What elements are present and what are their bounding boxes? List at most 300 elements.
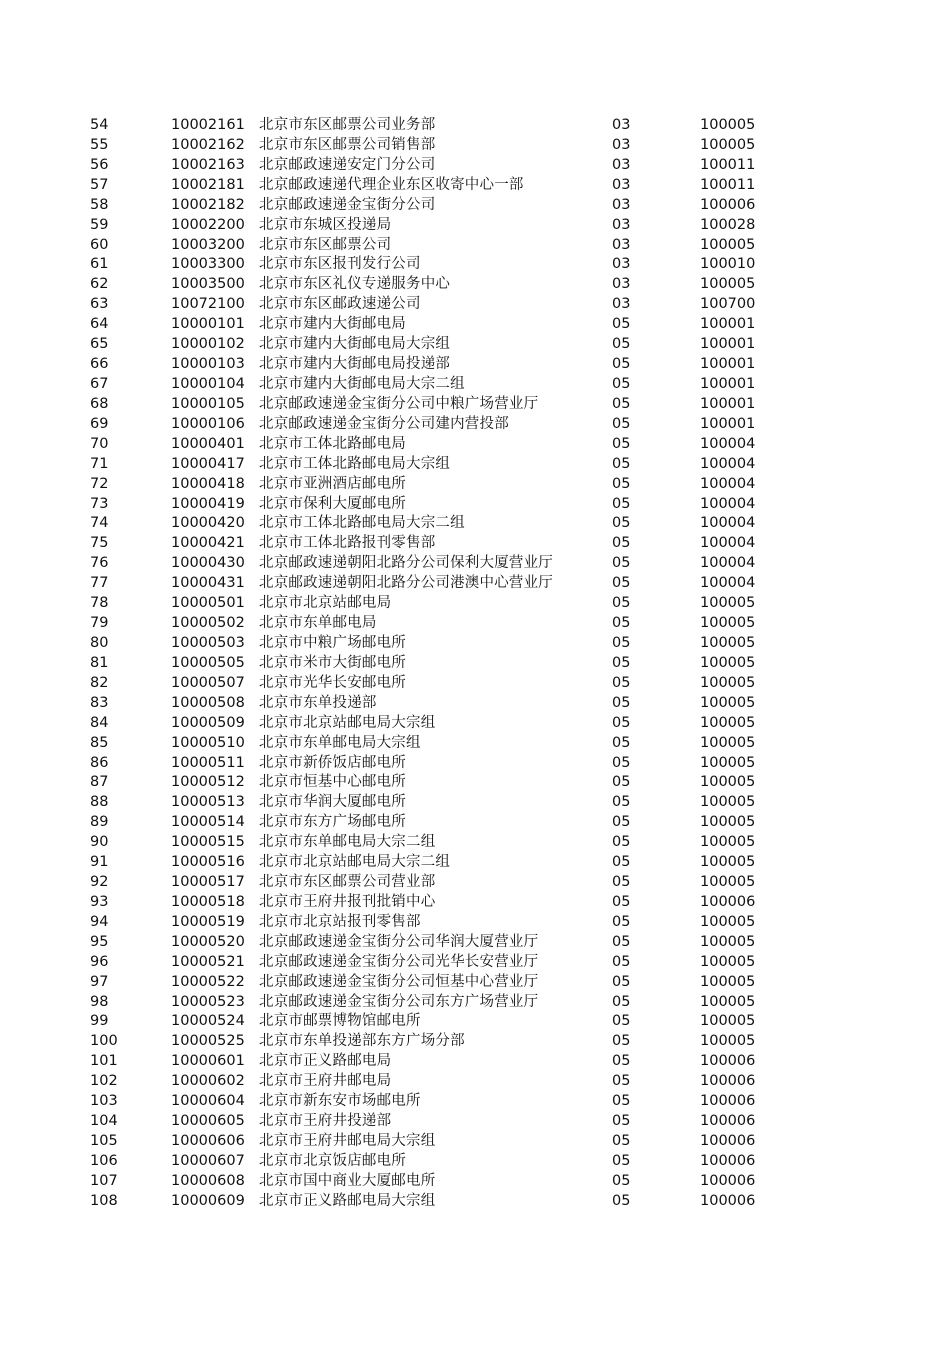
cell-code: 10000508 (171, 694, 245, 711)
table-row (0, 614, 950, 634)
cell-zip: 100005 (700, 236, 756, 253)
cell-zip: 100005 (700, 595, 756, 612)
cell-area: 05 (612, 615, 631, 632)
cell-zip: 100006 (700, 1113, 756, 1130)
data-table (0, 116, 950, 1212)
table-row (0, 953, 950, 973)
cell-idx: 54 (90, 117, 109, 133)
cell-code: 10000401 (171, 435, 245, 452)
table-row (0, 514, 950, 534)
cell-idx: 74 (90, 515, 109, 532)
cell-zip: 100005 (700, 953, 756, 970)
cell-code: 10002162 (171, 136, 245, 153)
cell-area: 05 (612, 1053, 631, 1070)
cell-zip: 100006 (700, 1172, 756, 1189)
cell-zip: 100005 (700, 973, 756, 990)
cell-idx: 71 (90, 455, 109, 472)
cell-area: 05 (612, 475, 631, 492)
table-row (0, 813, 950, 833)
cell-area: 03 (612, 196, 631, 213)
cell-zip: 100006 (700, 196, 756, 213)
cell-name: 北京市东区礼仪专递服务中心 (259, 276, 451, 293)
cell-area: 05 (612, 814, 631, 831)
cell-code: 10000606 (171, 1133, 245, 1150)
cell-code: 10000105 (171, 395, 245, 412)
cell-idx: 94 (90, 913, 109, 930)
cell-idx: 96 (90, 953, 109, 970)
cell-area: 05 (612, 774, 631, 791)
table-row (0, 1132, 950, 1152)
table-row (0, 475, 950, 495)
cell-area: 05 (612, 953, 631, 970)
cell-area: 05 (612, 455, 631, 472)
cell-area: 05 (612, 1172, 631, 1189)
cell-area: 05 (612, 1133, 631, 1150)
cell-idx: 72 (90, 475, 109, 492)
cell-idx: 55 (90, 136, 109, 153)
cell-area: 05 (612, 754, 631, 771)
cell-idx: 73 (90, 495, 109, 512)
cell-idx: 105 (90, 1133, 118, 1150)
cell-name: 北京邮政速递金宝街分公司 (259, 196, 436, 213)
cell-code: 10000102 (171, 336, 245, 353)
cell-area: 05 (612, 415, 631, 432)
cell-name: 北京市工体北路邮电局大宗二组 (259, 515, 465, 532)
cell-code: 10000106 (171, 415, 245, 432)
table-row (0, 136, 950, 156)
table-row (0, 754, 950, 774)
table-row (0, 634, 950, 654)
cell-name: 北京市正义路邮电局大宗组 (259, 1192, 436, 1209)
cell-name: 北京市东区邮政速递公司 (259, 296, 421, 313)
cell-idx: 88 (90, 794, 109, 811)
cell-name: 北京市王府井报刊批销中心 (259, 893, 436, 910)
table-row (0, 773, 950, 793)
cell-area: 05 (612, 1013, 631, 1030)
cell-area: 05 (612, 913, 631, 930)
cell-area: 03 (612, 216, 631, 233)
cell-zip: 100004 (700, 435, 756, 452)
cell-area: 03 (612, 117, 631, 133)
cell-name: 北京市王府井投递部 (259, 1113, 392, 1130)
cell-area: 03 (612, 296, 631, 313)
cell-name: 北京市建内大街邮电局大宗二组 (259, 375, 465, 392)
cell-area: 05 (612, 1093, 631, 1110)
cell-idx: 89 (90, 814, 109, 831)
cell-zip: 100001 (700, 395, 756, 412)
table-row (0, 833, 950, 853)
cell-code: 10000524 (171, 1013, 245, 1030)
cell-idx: 83 (90, 694, 109, 711)
cell-idx: 68 (90, 395, 109, 412)
cell-zip: 100004 (700, 515, 756, 532)
cell-name: 北京市东区邮票公司 (259, 236, 392, 253)
table-row (0, 594, 950, 614)
cell-code: 10000523 (171, 993, 245, 1010)
cell-code: 10002181 (171, 176, 245, 193)
cell-name: 北京市米市大街邮电所 (259, 654, 406, 671)
cell-idx: 65 (90, 336, 109, 353)
cell-name: 北京市建内大街邮电局 (259, 316, 406, 333)
cell-name: 北京市东区邮票公司营业部 (259, 874, 436, 891)
cell-idx: 84 (90, 714, 109, 731)
table-row (0, 1172, 950, 1192)
cell-name: 北京市北京饭店邮电所 (259, 1152, 406, 1169)
cell-idx: 75 (90, 535, 109, 552)
table-row (0, 375, 950, 395)
cell-name: 北京市中粮广场邮电所 (259, 634, 406, 651)
cell-zip: 100004 (700, 475, 756, 492)
cell-area: 05 (612, 316, 631, 333)
cell-name: 北京市亚洲酒店邮电所 (259, 475, 406, 492)
cell-zip: 100005 (700, 754, 756, 771)
cell-zip: 100005 (700, 834, 756, 851)
cell-name: 北京市北京站报刊零售部 (259, 913, 421, 930)
cell-idx: 62 (90, 276, 109, 293)
cell-name: 北京邮政速递金宝街分公司中粮广场营业厅 (259, 395, 539, 412)
table-row (0, 116, 950, 136)
cell-area: 05 (612, 336, 631, 353)
cell-area: 03 (612, 136, 631, 153)
cell-code: 10000607 (171, 1152, 245, 1169)
table-row (0, 734, 950, 754)
cell-idx: 93 (90, 893, 109, 910)
cell-zip: 100001 (700, 415, 756, 432)
cell-zip: 100005 (700, 993, 756, 1010)
cell-code: 10000512 (171, 774, 245, 791)
table-row (0, 1152, 950, 1172)
cell-idx: 90 (90, 834, 109, 851)
cell-zip: 100006 (700, 1192, 756, 1209)
cell-area: 05 (612, 694, 631, 711)
cell-name: 北京市东单邮电局大宗组 (259, 734, 421, 751)
cell-name: 北京市王府井邮电局大宗组 (259, 1133, 436, 1150)
cell-idx: 64 (90, 316, 109, 333)
cell-name: 北京邮政速递安定门分公司 (259, 156, 436, 173)
cell-code: 10000104 (171, 375, 245, 392)
table-row (0, 574, 950, 594)
table-row (0, 176, 950, 196)
cell-code: 10002163 (171, 156, 245, 173)
cell-area: 05 (612, 1152, 631, 1169)
cell-idx: 77 (90, 575, 109, 592)
cell-idx: 80 (90, 634, 109, 651)
cell-name: 北京市保利大厦邮电所 (259, 495, 406, 512)
cell-name: 北京邮政速递金宝街分公司光华长安营业厅 (259, 953, 539, 970)
cell-idx: 100 (90, 1033, 118, 1050)
cell-idx: 85 (90, 734, 109, 751)
table-row (0, 495, 950, 515)
cell-zip: 100001 (700, 336, 756, 353)
cell-name: 北京邮政速递朝阳北路分公司港澳中心营业厅 (259, 575, 553, 592)
cell-zip: 100005 (700, 794, 756, 811)
cell-code: 10072100 (171, 296, 245, 313)
cell-code: 10000101 (171, 316, 245, 333)
cell-idx: 98 (90, 993, 109, 1010)
cell-idx: 86 (90, 754, 109, 771)
cell-code: 10000515 (171, 834, 245, 851)
cell-idx: 61 (90, 256, 109, 273)
cell-idx: 67 (90, 375, 109, 392)
cell-idx: 58 (90, 196, 109, 213)
cell-area: 05 (612, 575, 631, 592)
cell-code: 10000604 (171, 1093, 245, 1110)
cell-idx: 95 (90, 933, 109, 950)
cell-area: 05 (612, 854, 631, 871)
cell-zip: 100004 (700, 575, 756, 592)
cell-zip: 100005 (700, 694, 756, 711)
cell-name: 北京市邮票博物馆邮电所 (259, 1013, 421, 1030)
cell-zip: 100001 (700, 375, 756, 392)
cell-idx: 60 (90, 236, 109, 253)
cell-code: 10002182 (171, 196, 245, 213)
cell-name: 北京市工体北路报刊零售部 (259, 535, 436, 552)
cell-name: 北京市工体北路邮电局大宗组 (259, 455, 451, 472)
cell-code: 10000501 (171, 595, 245, 612)
cell-idx: 57 (90, 176, 109, 193)
cell-area: 03 (612, 176, 631, 193)
table-row (0, 1192, 950, 1212)
cell-code: 10000513 (171, 794, 245, 811)
cell-idx: 79 (90, 615, 109, 632)
cell-idx: 78 (90, 595, 109, 612)
cell-zip: 100005 (700, 1013, 756, 1030)
cell-code: 10000521 (171, 953, 245, 970)
cell-code: 10000602 (171, 1073, 245, 1090)
table-row (0, 873, 950, 893)
cell-zip: 100700 (700, 296, 756, 313)
cell-code: 10000503 (171, 634, 245, 651)
cell-code: 10000103 (171, 356, 245, 373)
cell-area: 05 (612, 495, 631, 512)
cell-name: 北京市正义路邮电局 (259, 1053, 392, 1070)
cell-code: 10002161 (171, 117, 245, 133)
cell-code: 10000519 (171, 913, 245, 930)
cell-name: 北京邮政速递朝阳北路分公司保利大厦营业厅 (259, 555, 553, 572)
cell-area: 03 (612, 156, 631, 173)
cell-zip: 100005 (700, 854, 756, 871)
cell-area: 03 (612, 236, 631, 253)
cell-area: 05 (612, 1113, 631, 1130)
cell-zip: 100005 (700, 634, 756, 651)
table-row (0, 793, 950, 813)
cell-area: 05 (612, 714, 631, 731)
cell-name: 北京市华润大厦邮电所 (259, 794, 406, 811)
cell-idx: 69 (90, 415, 109, 432)
cell-area: 05 (612, 794, 631, 811)
cell-area: 05 (612, 1033, 631, 1050)
cell-code: 10000511 (171, 754, 245, 771)
cell-code: 10000516 (171, 854, 245, 871)
cell-area: 05 (612, 634, 631, 651)
table-row (0, 674, 950, 694)
cell-zip: 100004 (700, 535, 756, 552)
cell-idx: 70 (90, 435, 109, 452)
cell-name: 北京市建内大街邮电局大宗组 (259, 336, 451, 353)
cell-area: 05 (612, 874, 631, 891)
table-row (0, 435, 950, 455)
cell-zip: 100004 (700, 495, 756, 512)
cell-code: 10003500 (171, 276, 245, 293)
cell-code: 10003300 (171, 256, 245, 273)
cell-idx: 97 (90, 973, 109, 990)
cell-name: 北京邮政速递代理企业东区收寄中心一部 (259, 176, 524, 193)
cell-area: 05 (612, 356, 631, 373)
cell-area: 05 (612, 555, 631, 572)
cell-area: 05 (612, 933, 631, 950)
cell-code: 10000431 (171, 575, 245, 592)
cell-area: 05 (612, 973, 631, 990)
cell-zip: 100004 (700, 455, 756, 472)
table-row (0, 1112, 950, 1132)
cell-area: 05 (612, 515, 631, 532)
cell-name: 北京邮政速递金宝街分公司华润大厦营业厅 (259, 933, 539, 950)
cell-name: 北京邮政速递金宝街分公司东方广场营业厅 (259, 993, 539, 1010)
cell-area: 05 (612, 893, 631, 910)
cell-zip: 100006 (700, 1093, 756, 1110)
cell-name: 北京市东区邮票公司业务部 (259, 117, 436, 133)
table-row (0, 534, 950, 554)
table-row (0, 255, 950, 275)
cell-zip: 100005 (700, 615, 756, 632)
cell-area: 03 (612, 276, 631, 293)
cell-idx: 59 (90, 216, 109, 233)
cell-code: 10000505 (171, 654, 245, 671)
cell-idx: 66 (90, 356, 109, 373)
table-row (0, 156, 950, 176)
cell-name: 北京市工体北路邮电局 (259, 435, 406, 452)
cell-code: 10000609 (171, 1192, 245, 1209)
table-row (0, 1092, 950, 1112)
cell-code: 10000509 (171, 714, 245, 731)
table-row (0, 654, 950, 674)
table-row (0, 395, 950, 415)
cell-area: 05 (612, 1192, 631, 1209)
cell-name: 北京市东单邮电局大宗二组 (259, 834, 436, 851)
cell-code: 10000417 (171, 455, 245, 472)
table-row (0, 315, 950, 335)
cell-area: 03 (612, 256, 631, 273)
cell-idx: 81 (90, 654, 109, 671)
cell-zip: 100005 (700, 1033, 756, 1050)
cell-code: 10000525 (171, 1033, 245, 1050)
cell-area: 05 (612, 395, 631, 412)
table-row (0, 893, 950, 913)
cell-code: 10000507 (171, 674, 245, 691)
cell-area: 05 (612, 435, 631, 452)
table-row (0, 694, 950, 714)
cell-name: 北京市东单投递部 (259, 694, 377, 711)
table-row (0, 714, 950, 734)
table-row (0, 1012, 950, 1032)
cell-code: 10000518 (171, 893, 245, 910)
cell-name: 北京市新东安市场邮电所 (259, 1093, 421, 1110)
table-row (0, 554, 950, 574)
cell-zip: 100011 (700, 156, 756, 173)
cell-zip: 100005 (700, 276, 756, 293)
cell-area: 05 (612, 834, 631, 851)
table-row (0, 236, 950, 256)
cell-code: 10000522 (171, 973, 245, 990)
cell-code: 10000502 (171, 615, 245, 632)
table-row (0, 1072, 950, 1092)
cell-code: 10000421 (171, 535, 245, 552)
cell-zip: 100010 (700, 256, 756, 273)
cell-code: 10000419 (171, 495, 245, 512)
cell-name: 北京市新侨饭店邮电所 (259, 754, 406, 771)
cell-zip: 100005 (700, 117, 756, 133)
cell-idx: 108 (90, 1192, 118, 1209)
cell-idx: 102 (90, 1073, 118, 1090)
cell-zip: 100005 (700, 714, 756, 731)
cell-name: 北京市光华长安邮电所 (259, 674, 406, 691)
cell-area: 05 (612, 1073, 631, 1090)
cell-idx: 103 (90, 1093, 118, 1110)
cell-code: 10000608 (171, 1172, 245, 1189)
cell-code: 10000420 (171, 515, 245, 532)
cell-code: 10000520 (171, 933, 245, 950)
cell-area: 05 (612, 674, 631, 691)
cell-idx: 104 (90, 1113, 118, 1130)
cell-idx: 92 (90, 874, 109, 891)
cell-name: 北京市东城区投递局 (259, 216, 392, 233)
cell-name: 北京市东单邮电局 (259, 615, 377, 632)
cell-name: 北京市建内大街邮电局投递部 (259, 356, 451, 373)
table-row (0, 275, 950, 295)
cell-name: 北京市北京站邮电局 (259, 595, 392, 612)
table-row (0, 993, 950, 1013)
cell-code: 10000601 (171, 1053, 245, 1070)
cell-name: 北京市东单投递部东方广场分部 (259, 1033, 465, 1050)
cell-zip: 100006 (700, 1073, 756, 1090)
cell-zip: 100005 (700, 674, 756, 691)
cell-zip: 100028 (700, 216, 756, 233)
cell-code: 10002200 (171, 216, 245, 233)
table-row (0, 355, 950, 375)
cell-code: 10000517 (171, 874, 245, 891)
cell-idx: 107 (90, 1172, 118, 1189)
cell-zip: 100004 (700, 555, 756, 572)
cell-code: 10003200 (171, 236, 245, 253)
cell-name: 北京市王府井邮电局 (259, 1073, 392, 1090)
cell-zip: 100006 (700, 893, 756, 910)
table-row (0, 973, 950, 993)
cell-area: 05 (612, 375, 631, 392)
cell-idx: 87 (90, 774, 109, 791)
cell-idx: 63 (90, 296, 109, 313)
cell-idx: 106 (90, 1152, 118, 1169)
cell-area: 05 (612, 535, 631, 552)
table-row (0, 415, 950, 435)
cell-name: 北京市国中商业大厦邮电所 (259, 1172, 436, 1189)
cell-zip: 100001 (700, 316, 756, 333)
cell-name: 北京市北京站邮电局大宗组 (259, 714, 436, 731)
cell-area: 05 (612, 654, 631, 671)
cell-name: 北京市恒基中心邮电所 (259, 774, 406, 791)
table-row (0, 455, 950, 475)
table-row (0, 295, 950, 315)
cell-idx: 99 (90, 1013, 109, 1030)
table-row (0, 1032, 950, 1052)
table-row (0, 933, 950, 953)
cell-zip: 100005 (700, 874, 756, 891)
cell-area: 05 (612, 734, 631, 751)
cell-code: 10000430 (171, 555, 245, 572)
cell-zip: 100005 (700, 734, 756, 751)
cell-code: 10000514 (171, 814, 245, 831)
cell-zip: 100005 (700, 814, 756, 831)
cell-zip: 100006 (700, 1152, 756, 1169)
